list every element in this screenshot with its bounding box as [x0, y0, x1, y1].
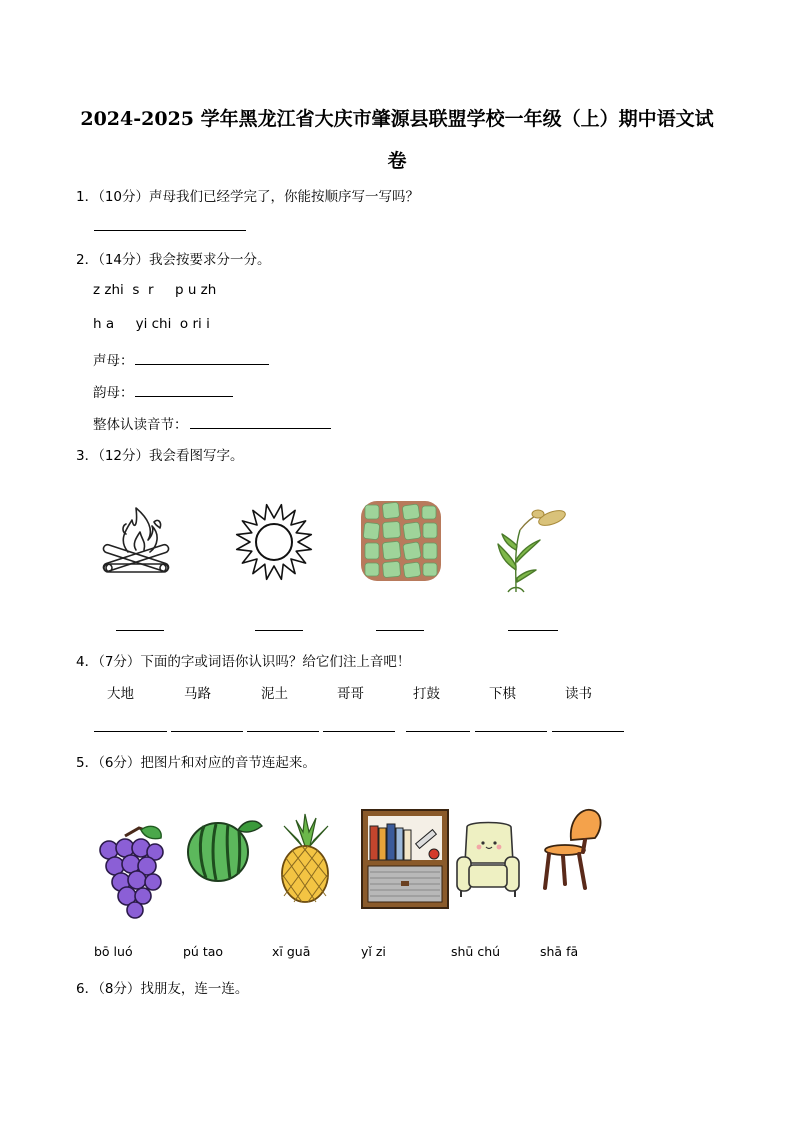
- syllable-shafa: shā fā: [540, 944, 579, 959]
- syllable-yizi: yǐ zi: [361, 944, 386, 959]
- rice-plant-icon: [494, 500, 574, 596]
- answer-line-field[interactable]: [376, 630, 424, 631]
- answer-line-whole-syllables[interactable]: [190, 428, 331, 429]
- sofa-icon: [453, 819, 523, 901]
- sun-rays: [237, 505, 312, 580]
- pineapple-icon: [276, 814, 334, 904]
- chair-icon: [541, 806, 607, 892]
- answer-line-dadi[interactable]: [94, 731, 167, 732]
- sun-icon: [232, 500, 316, 584]
- fire-icon: [96, 500, 176, 582]
- syllable-xigua: xī guā: [272, 944, 311, 959]
- answer-line-xiaqi[interactable]: [475, 731, 547, 732]
- grapes-icon: [97, 822, 167, 920]
- question-1: 1．（10分）声母我们已经学完了，你能按顺序写一写吗？: [76, 189, 420, 205]
- word-nitu: 泥土: [261, 686, 288, 702]
- word-gege: 哥哥: [337, 686, 364, 702]
- letters-row-1: z zhi s r p u zh: [93, 282, 217, 298]
- answer-line-dushu[interactable]: [552, 731, 624, 732]
- page-title: 2024-2025 学年黑龙江省大庆市肇源县联盟学校一年级（上）期中语文试: [80, 108, 714, 130]
- answer-line-sun[interactable]: [255, 630, 303, 631]
- answer-line-rice[interactable]: [508, 630, 558, 631]
- question-5: 5．（6分）把图片和对应的音节连起来。: [76, 755, 316, 771]
- answer-line-nitu[interactable]: [247, 731, 319, 732]
- question-3: 3．（12分）我会看图写字。: [76, 448, 244, 464]
- answer-line-dagu[interactable]: [406, 731, 470, 732]
- syllable-boluo: bō luó: [94, 944, 133, 959]
- syllable-shuchu: shū chú: [451, 944, 501, 959]
- answer-line-q1[interactable]: [94, 230, 246, 231]
- question-2: 2．（14分）我会按要求分一分。: [76, 252, 271, 268]
- whole-syllables-label: 整体认读音节：: [93, 417, 188, 433]
- answer-line-gege[interactable]: [323, 731, 395, 732]
- letters-row-2: h a yi chi o ri i: [93, 316, 210, 332]
- finals-label: 韵母：: [93, 385, 134, 401]
- question-4: 4．（7分）下面的字或词语你认识吗？给它们注上音吧！: [76, 654, 411, 670]
- field-icon: [361, 501, 441, 581]
- page-title-continuation: 卷: [387, 150, 407, 172]
- word-dadi: 大地: [107, 686, 134, 702]
- answer-line-malu[interactable]: [171, 731, 243, 732]
- word-dushu: 读书: [565, 686, 592, 702]
- watermelon-icon: [184, 816, 264, 884]
- answer-line-fire[interactable]: [116, 630, 164, 631]
- answer-line-finals[interactable]: [135, 396, 233, 397]
- bookcase-icon: [360, 808, 450, 910]
- answer-line-initials[interactable]: [135, 364, 269, 365]
- question-6: 6．（8分）找朋友，连一连。: [76, 981, 249, 997]
- word-malu: 马路: [184, 686, 211, 702]
- initials-label: 声母：: [93, 353, 134, 369]
- word-xiaqi: 下棋: [489, 686, 516, 702]
- syllable-putao: pú tao: [183, 944, 224, 959]
- word-dagu: 打鼓: [413, 686, 440, 702]
